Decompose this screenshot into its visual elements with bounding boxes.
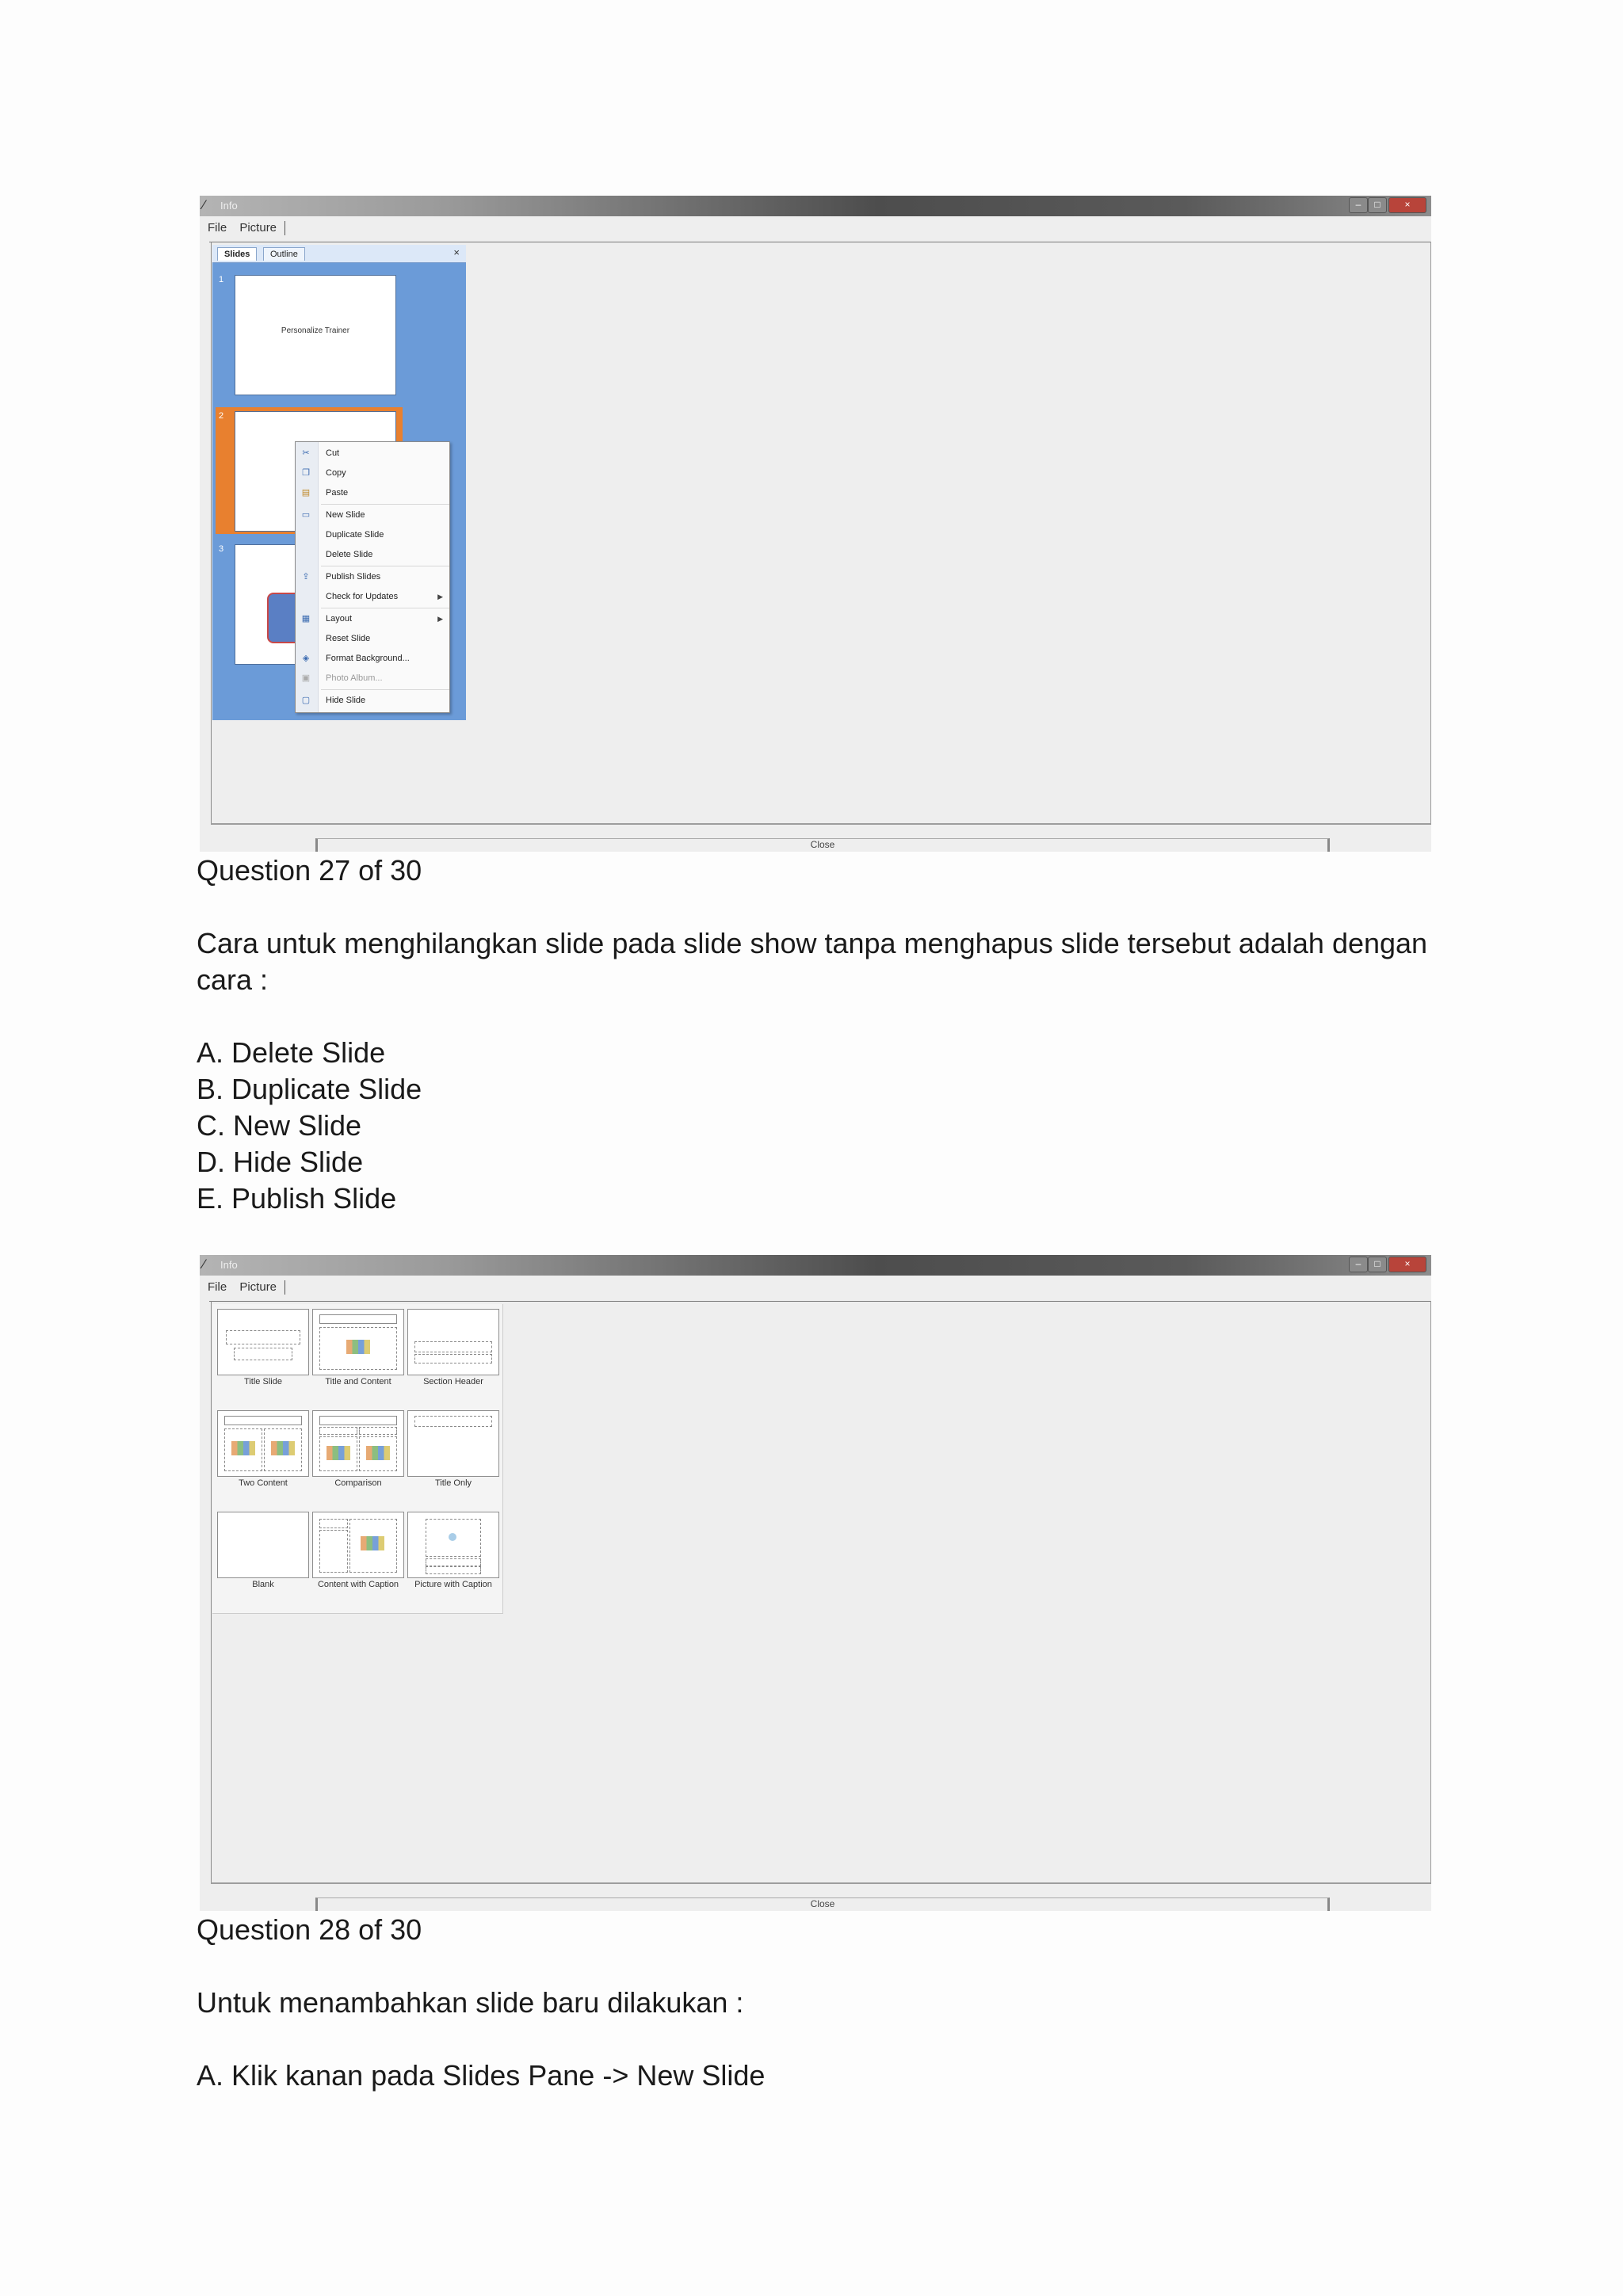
divider — [211, 1301, 212, 1884]
option-e: E. Publish Slide — [197, 1182, 397, 1215]
divider — [209, 1301, 1431, 1302]
menu-picture[interactable]: Picture — [239, 221, 277, 235]
layout-label: Blank — [252, 1580, 274, 1589]
menu-item-label: New Slide — [326, 510, 365, 520]
menu-item-label: Layout — [326, 614, 353, 624]
divider — [211, 1882, 1431, 1884]
layout-thumbnail — [407, 1410, 499, 1477]
status-bar — [315, 1897, 1330, 1911]
window-title: Info — [220, 1259, 238, 1271]
menu-item-label: Reset Slide — [326, 634, 371, 643]
menu-item-label: Delete Slide — [326, 550, 373, 559]
title-bar — [200, 1255, 1431, 1276]
status-bar — [315, 838, 1330, 852]
maximize-button[interactable]: □ — [1368, 1257, 1387, 1272]
menu-item-label: Check for Updates — [326, 592, 399, 601]
screenshot-window-layout-gallery — [200, 1255, 1431, 1911]
menu-separator — [321, 504, 449, 505]
scissors-icon: ✂ — [302, 448, 310, 458]
menu-item-hide-slide[interactable] — [296, 691, 449, 711]
app-logo-icon: ⁄ — [203, 1257, 205, 1272]
layout-label: Section Header — [423, 1377, 483, 1386]
tab-slides[interactable]: Slides — [217, 247, 257, 261]
layout-thumbnail — [312, 1512, 404, 1578]
option-b: B. Duplicate Slide — [197, 1073, 422, 1105]
layout-title-and-content[interactable] — [312, 1309, 404, 1386]
layout-picture-with-caption[interactable] — [407, 1512, 499, 1589]
app-logo-icon: ⁄ — [203, 197, 205, 212]
layout-title-slide[interactable] — [217, 1309, 309, 1386]
layout-two-content[interactable] — [217, 1410, 309, 1488]
format-background-icon: ◈ — [302, 654, 310, 663]
menu-item-new-slide[interactable] — [296, 505, 449, 525]
layout-label: Title Slide — [244, 1377, 282, 1386]
menu-item-label: Copy — [326, 468, 346, 478]
menu-item-label: Hide Slide — [326, 696, 366, 705]
pane-tabs — [212, 245, 466, 263]
menu-item-publish-slides[interactable] — [296, 567, 449, 587]
menu-item-paste[interactable] — [296, 483, 449, 503]
layout-label: Title Only — [434, 1478, 472, 1488]
menu-item-cut[interactable] — [296, 444, 449, 463]
divider — [211, 242, 212, 825]
question-27-heading: Question 27 of 30 — [197, 854, 422, 887]
title-bar — [200, 196, 1431, 216]
layout-title-only[interactable] — [407, 1410, 499, 1488]
window-title: Info — [220, 200, 238, 212]
option-d: D. Hide Slide — [197, 1146, 364, 1178]
submenu-arrow-icon: ▶ — [437, 593, 443, 601]
layout-comparison[interactable] — [312, 1410, 404, 1488]
paste-icon: ▤ — [301, 488, 311, 498]
layout-thumbnail — [407, 1309, 499, 1375]
menu-item-photo-album[interactable] — [296, 669, 449, 688]
maximize-button[interactable]: □ — [1368, 197, 1387, 213]
menu-file[interactable]: File — [208, 1280, 227, 1294]
slide-number: 3 — [219, 544, 224, 554]
status-text[interactable]: Close — [810, 1898, 835, 1909]
menu-item-label: Paste — [326, 488, 349, 498]
menu-item-layout[interactable] — [296, 609, 449, 629]
layout-label: Title and Content — [325, 1377, 391, 1386]
minimize-button[interactable]: – — [1349, 1257, 1368, 1272]
menu-item-label: Photo Album... — [326, 673, 383, 683]
layout-gallery — [212, 1304, 503, 1614]
menu-separator — [321, 689, 449, 690]
option-a: A. Klik kanan pada Slides Pane -> New Slide — [197, 2059, 766, 2092]
photo-album-icon: ▣ — [301, 673, 311, 683]
layout-label: Two Content — [239, 1478, 288, 1488]
menu-item-label: Duplicate Slide — [326, 530, 384, 540]
question-28-prompt: Untuk menambahkan slide baru dilakukan : — [197, 1986, 744, 2019]
copy-icon: ❐ — [302, 468, 310, 478]
menu-item-reset-slide[interactable] — [296, 629, 449, 649]
layout-content-with-caption[interactable] — [312, 1512, 404, 1589]
pane-close-icon[interactable]: × — [453, 246, 460, 258]
slide-thumbnail-1[interactable] — [235, 275, 396, 395]
question-27-prompt-cont: cara : — [197, 963, 269, 996]
question-27-prompt: Cara untuk menghilangkan slide pada slide show tanpa menghapus slide tersebut adalah dengan — [197, 927, 1428, 959]
close-button[interactable]: × — [1388, 197, 1426, 213]
layout-thumbnail — [217, 1410, 309, 1477]
menu-item-label: Publish Slides — [326, 572, 381, 582]
menu-item-check-for-updates[interactable] — [296, 587, 449, 607]
menu-item-format-background[interactable] — [296, 649, 449, 669]
layout-thumbnail — [312, 1309, 404, 1375]
hide-slide-icon: ▢ — [301, 696, 311, 705]
divider — [1430, 242, 1431, 825]
menu-bar — [208, 1280, 1431, 1298]
slide-number: 1 — [219, 275, 224, 284]
option-c: C. New Slide — [197, 1109, 362, 1142]
menu-picture[interactable]: Picture — [239, 1280, 277, 1294]
divider — [1430, 1301, 1431, 1884]
minimize-button[interactable]: – — [1349, 197, 1368, 213]
menu-file[interactable]: File — [208, 221, 227, 235]
tab-outline[interactable]: Outline — [263, 247, 305, 261]
menu-item-label: Cut — [326, 448, 340, 458]
layout-section-header[interactable] — [407, 1309, 499, 1386]
divider — [211, 823, 1431, 825]
layout-label: Picture with Caption — [414, 1580, 492, 1589]
slide-number: 2 — [219, 411, 224, 421]
layout-icon: ▦ — [301, 614, 311, 624]
option-a: A. Delete Slide — [197, 1036, 386, 1069]
screenshot-window-context-menu — [200, 196, 1431, 852]
slide-title: Personalize Trainer — [281, 326, 350, 335]
context-menu — [295, 441, 450, 713]
status-text[interactable]: Close — [810, 839, 835, 850]
layout-label: Content with Caption — [317, 1580, 399, 1589]
layout-thumbnail — [217, 1309, 309, 1375]
menu-item-delete-slide[interactable] — [296, 545, 449, 565]
menu-item-label: Format Background... — [326, 654, 410, 663]
menu-item-duplicate-slide[interactable] — [296, 525, 449, 545]
layout-thumbnail — [217, 1512, 309, 1578]
close-button[interactable]: × — [1388, 1257, 1426, 1272]
layout-thumbnail — [407, 1512, 499, 1578]
new-slide-icon: ▭ — [301, 510, 311, 520]
menu-bar — [208, 221, 1431, 238]
publish-icon: ⇪ — [302, 572, 310, 582]
layout-thumbnail — [312, 1410, 404, 1477]
submenu-arrow-icon: ▶ — [437, 615, 443, 623]
menu-item-copy[interactable] — [296, 463, 449, 483]
layout-blank[interactable] — [217, 1512, 309, 1589]
question-28-heading: Question 28 of 30 — [197, 1913, 422, 1946]
layout-label: Comparison — [334, 1478, 382, 1488]
